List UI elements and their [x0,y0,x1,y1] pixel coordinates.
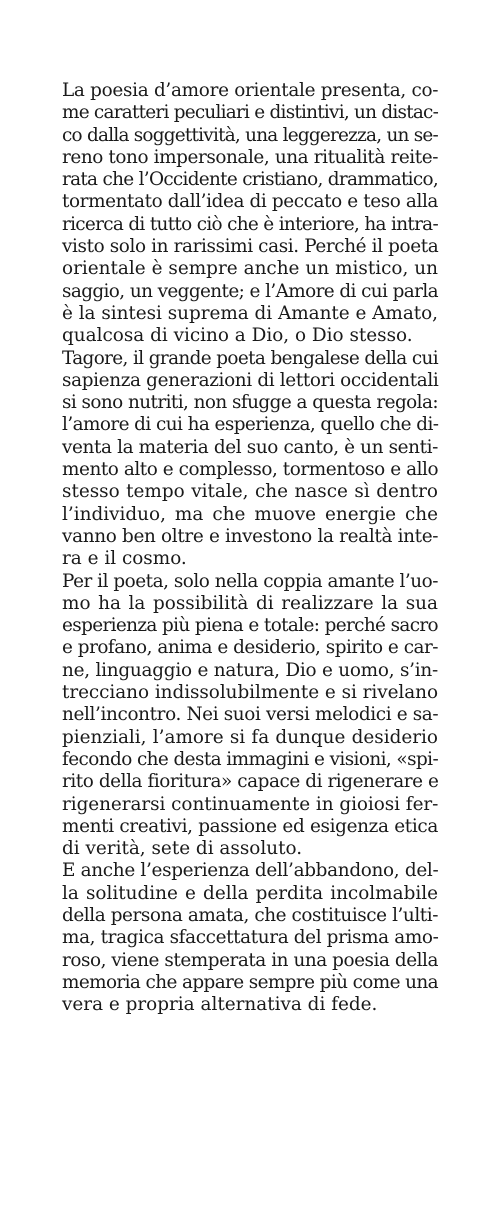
text-line: della persona amata, che costituisce l’ulti- [62,904,438,926]
text-line: vera e propria alternativa di fede. [62,994,378,1016]
text-line: me caratteri peculiari e distintivi, un distac- [62,102,439,124]
text-line: Tagore, il grande poeta bengalese della cui [62,347,438,369]
text-line: memoria che appare sempre più come una [62,971,438,993]
text-line: Per il poeta, solo nella coppia amante l’uo- [62,570,438,592]
text-line: E anche l’esperienza dell’abbandono, del- [62,860,439,882]
text-line: ricerca di tutto ciò che è interiore, ha intra- [62,213,438,235]
paragraph-2 [62,348,438,571]
text-line: nell’incontro. Nei suoi versi melodici e sa- [62,704,439,726]
text-line: menti creativi, passione ed esigenza etica [62,815,438,837]
text-line: rito della fioritura» capace di rigenerare e [62,771,439,793]
text-line: orientale è sempre anche un mistico, un [62,258,438,280]
text-line: fecondo che desta immagini e visioni, «spi- [62,748,439,770]
text-line: di verità, sete di assoluto. [62,838,303,860]
text-line: stesso tempo vitale, che nasce sì dentro [62,481,438,503]
text-line: esperienza più piena e totale: perché sacro [62,615,438,637]
paragraph-3 [62,571,438,861]
text-line: saggio, un veggente; e l’Amore di cui parla [62,280,438,302]
paragraph-4 [62,860,438,1016]
text-line: La poesia d’amore orientale presenta, co- [62,80,439,101]
text-line: rata che l’Occidente cristiano, drammatico, [62,169,438,191]
text-line: roso, viene stemperata in una poesia della [62,949,438,971]
text-line: rigenerarsi continuamente in gioiosi fer- [62,793,439,815]
text-line: l’individuo, ma che muove energie che [62,503,438,525]
text-line: visto solo in rarissimi casi. Perché il poeta [62,236,439,258]
text-line: l’amore di cui ha esperienza, quello che di- [62,414,439,436]
body-text [62,80,438,1016]
text-line: qualcosa di vicino a Dio, o Dio stesso. [62,325,413,347]
text-line: la solitudine e della perdita incolmabile [62,882,438,904]
text-line: mo ha la possibilità di realizzare la sua [62,592,438,614]
text-line: è la sintesi suprema di Amante e Amato, [62,302,438,324]
text-line: reno tono impersonale, una ritualità reite- [62,146,438,168]
paragraph-1 [62,80,438,348]
text-line: e profano, anima e desiderio, spirito e car- [62,637,438,659]
text-line: ne, linguaggio e natura, Dio e uomo, s’in- [62,659,438,681]
text-line: vanno ben oltre e investono la realtà inte- [62,525,439,547]
text-line: venta la materia del suo canto, è un senti- [62,436,438,458]
text-line: mento alto e complesso, tormentoso e allo [62,459,439,481]
text-line: pienziali, l’amore si fa dunque desiderio [62,726,438,748]
text-line: co dalla soggettività, una leggerezza, un se- [62,124,438,146]
text-line: ra e il cosmo. [62,548,187,570]
text-line: ma, tragica sfaccettatura del prisma amo- [62,927,439,949]
text-line: sapienza generazioni di lettori occidentali [62,369,439,391]
text-line: si sono nutriti, non sfugge a questa regola: [62,392,438,414]
text-line: tormentato dall’idea di peccato e teso alla [62,191,438,213]
text-line: trecciano indissolubilmente e si rivelano [62,682,438,704]
